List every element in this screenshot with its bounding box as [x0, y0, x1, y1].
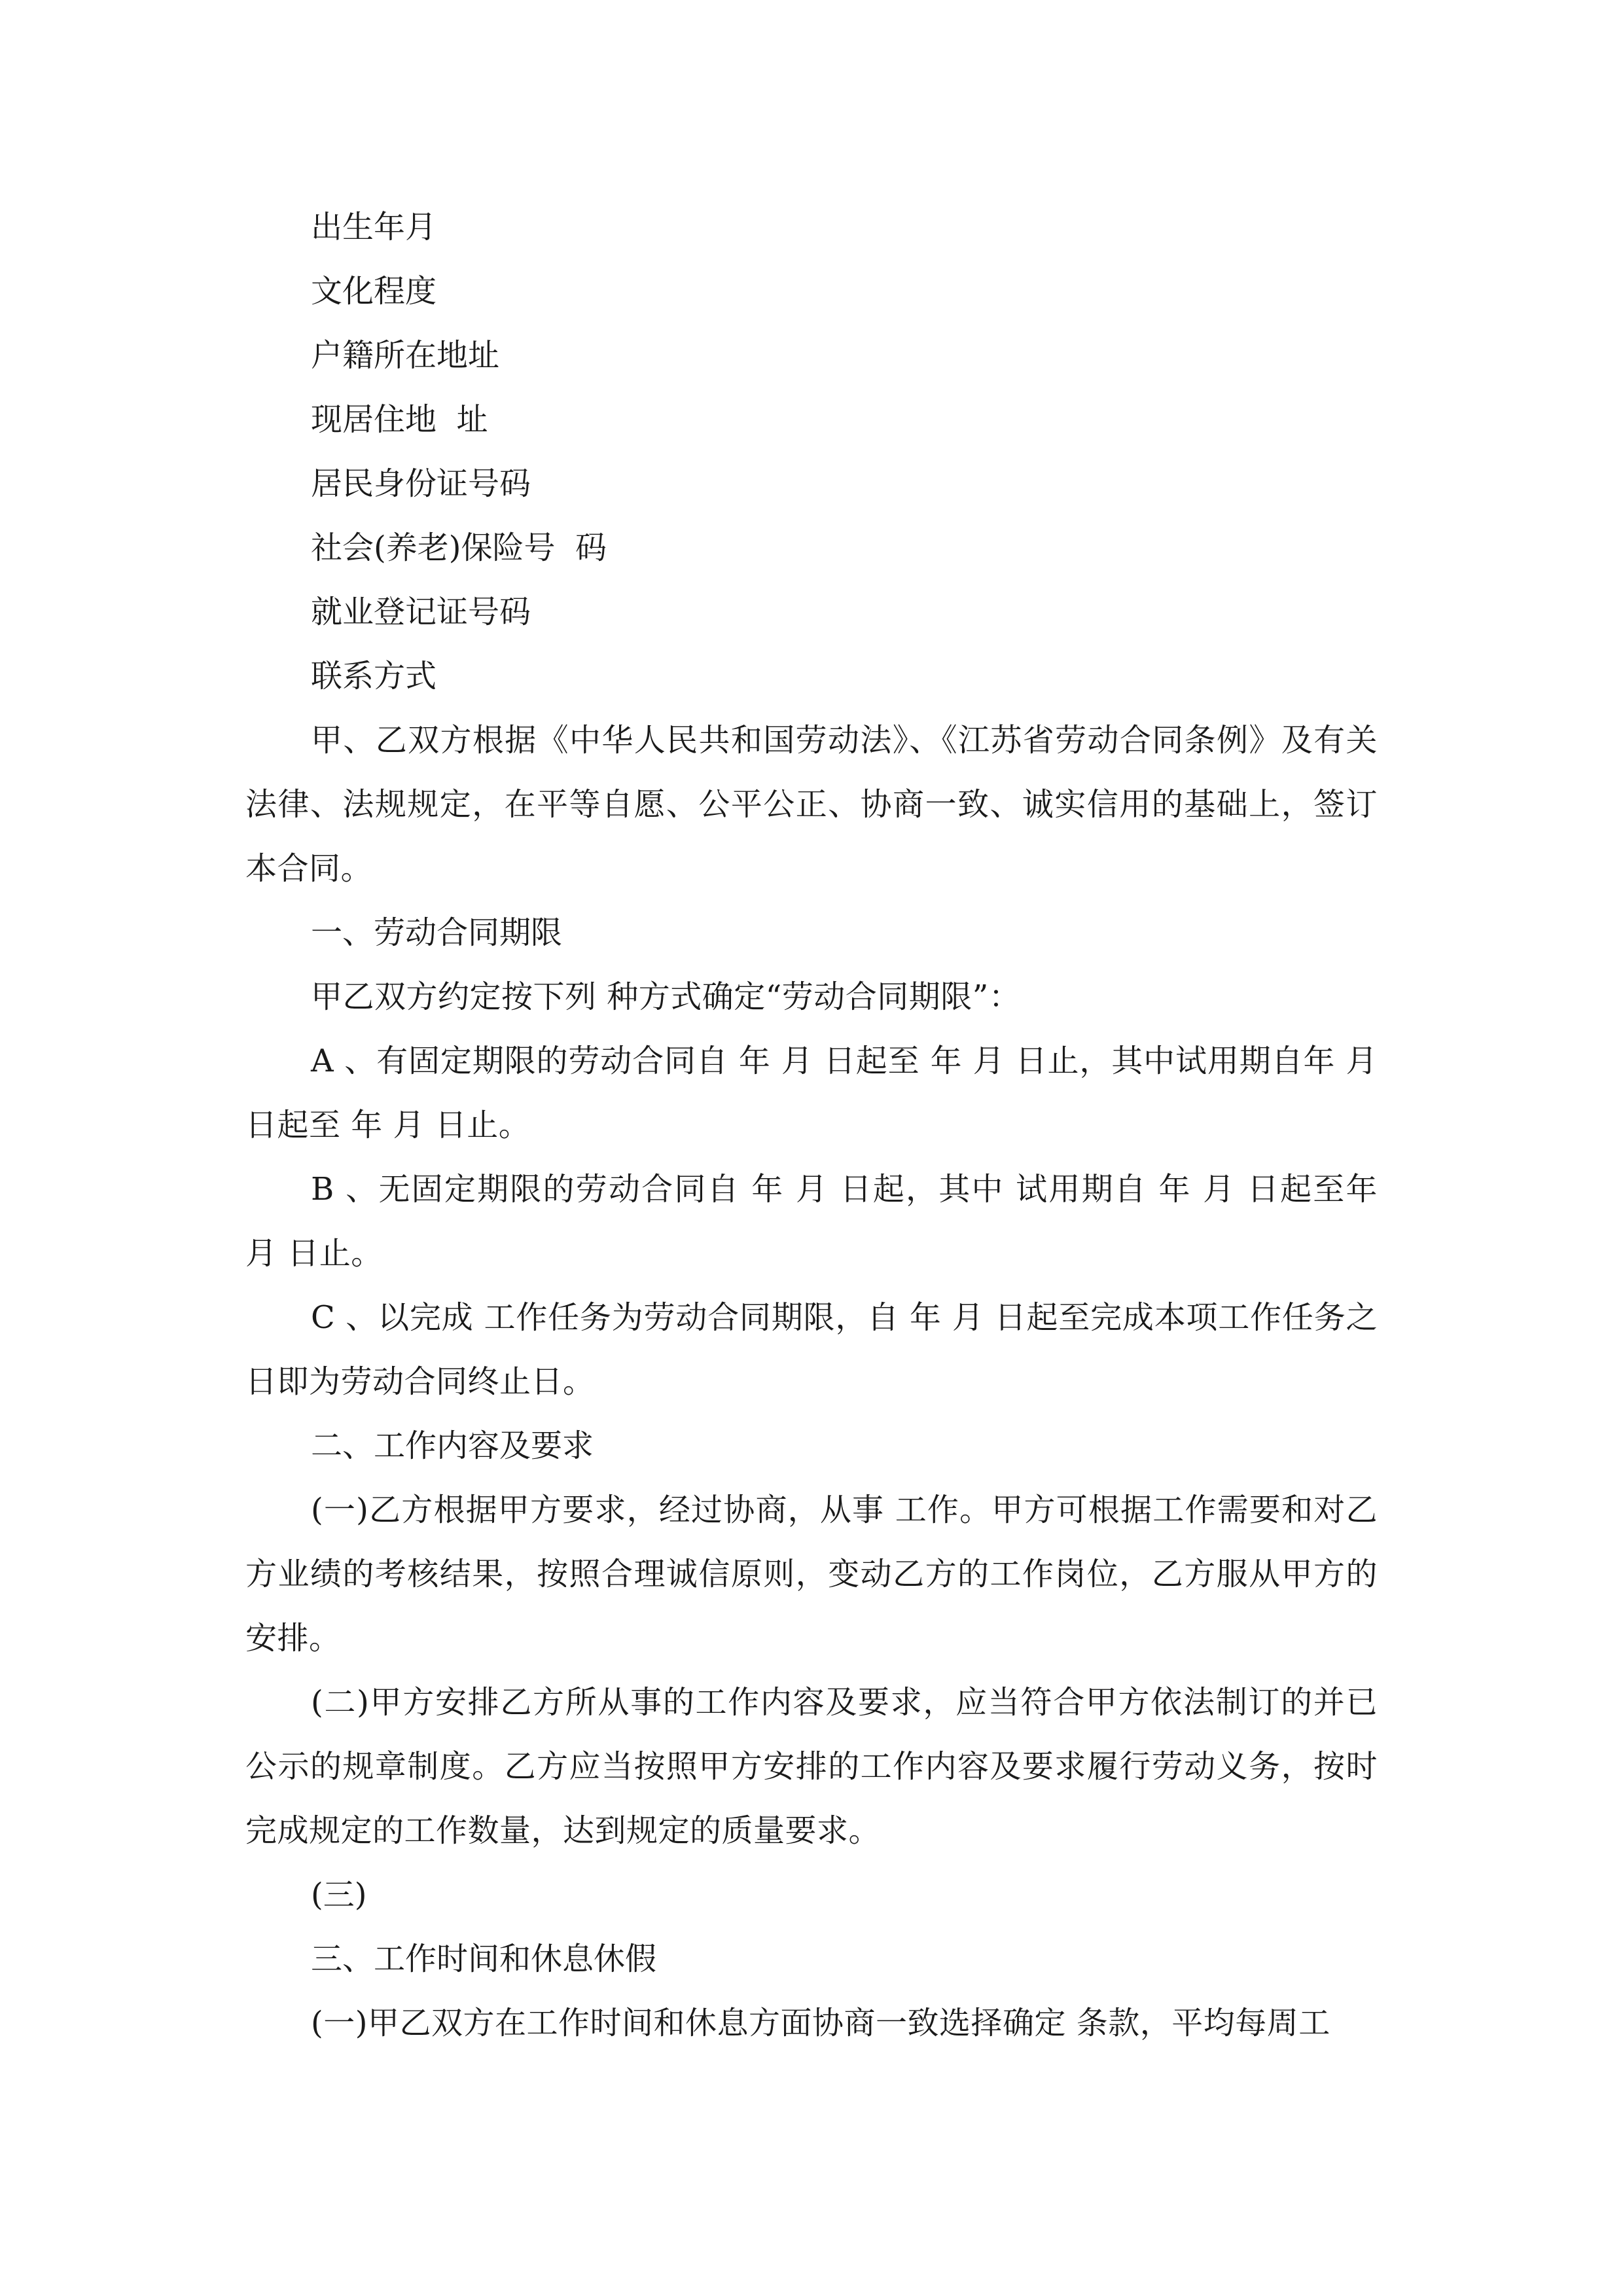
section2-item3: (三) [311, 1876, 367, 1913]
section1-option-a: A 、有固定期限的劳动合同自 年 月 日起至 年 月 日止，其中试用期自年 月 日起至 年 月 日止。 [245, 1043, 1378, 1143]
section1-heading: 一、劳动合同期限 [311, 914, 563, 951]
field-education: 文化程度 [311, 273, 437, 310]
section1-option-b: B 、无固定期限的劳动合同自 年 月 日起，其中 试用期自 年 月 日起至年 月 日止。 [245, 1171, 1378, 1272]
section3-heading: 三、工作时间和休息休假 [311, 1941, 657, 1977]
section2-item1: (一)乙方根据甲方要求，经过协商，从事 工作。甲方可根据工作需要和对乙方业绩的考核结果，按照合理诚信原则，变动乙方的工作岗位，乙方服从甲方的安排。 [245, 1492, 1378, 1657]
field-current-address: 现居住地 址 [311, 401, 488, 438]
field-employment-registration-number: 就业登记证号码 [311, 594, 531, 630]
section2-heading: 二、工作内容及要求 [311, 1427, 594, 1464]
field-contact: 联系方式 [311, 658, 437, 694]
field-social-insurance-number: 社会(养老)保险号 码 [311, 529, 607, 566]
section2-item2: (二)甲方安排乙方所从事的工作内容及要求，应当符合甲方依法制订的并已公示的规章制度。乙方应当按照甲方安排的工作内容及要求履行劳动义务，按时完成规定的工作数量，达到规定的质量要求。 [245, 1684, 1378, 1849]
field-household-address: 户籍所在地址 [311, 337, 500, 374]
field-birth-date: 出生年月 [311, 209, 437, 245]
field-id-number: 居民身份证号码 [311, 465, 531, 502]
document-body [245, 195, 1378, 2055]
section1-option-c: C 、以完成 工作任务为劳动合同期限，自 年 月 日起至完成本项工作任务之日即为劳动合同终止日。 [245, 1299, 1378, 1400]
section1-lead: 甲乙双方约定按下列 种方式确定“劳动合同期限”： [311, 978, 1021, 1015]
section3-item1: (一)甲乙双方在工作时间和休息方面协商一致选择确定 条款，平均每周工 [311, 2005, 1330, 2041]
intro-paragraph: 甲、乙双方根据《中华人民共和国劳动法》、《江苏省劳动合同条例》及有关法律、法规规定，在平等自愿、公平公正、协商一致、诚实信用的基础上，签订本合同。 [245, 722, 1378, 887]
